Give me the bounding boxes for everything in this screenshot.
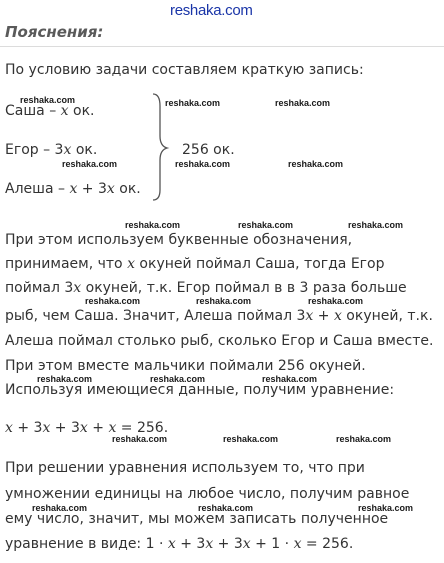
watermark: reshaka.com — [32, 503, 88, 513]
watermark: reshaka.com — [85, 296, 141, 306]
watermark: reshaka.com — [275, 98, 331, 108]
watermark: reshaka.com — [165, 98, 221, 108]
intro-text: По условию задачи составляем краткую запись: — [5, 62, 364, 78]
watermark: reshaka.com — [112, 434, 168, 444]
watermark: reshaka.com — [196, 296, 252, 306]
site-logo-text: reshaka.com — [170, 2, 253, 19]
record-total: 256 ок. — [182, 142, 235, 158]
text-line-9: При решении уравнения используем то, что при — [5, 460, 365, 476]
watermark: reshaka.com — [198, 503, 254, 513]
text-line-4: рыб, чем Саша. Значит, Алеша поймал 3x + x окуней, т.к. — [5, 308, 433, 324]
watermark: reshaka.com — [308, 296, 364, 306]
text-line-5: Алеша поймал столько рыб, сколько Егор и Саша вместе. — [5, 333, 434, 349]
section-heading: Пояснения: — [5, 23, 104, 41]
text-line-7: Используя имеющиеся данные, получим уравнение: — [5, 382, 395, 398]
watermark: reshaka.com — [125, 220, 181, 230]
record-sasha: Саша – x ок. — [5, 103, 95, 119]
text-line-1: При этом используем буквенные обозначения, — [5, 232, 353, 248]
watermark: reshaka.com — [37, 374, 93, 384]
watermark: reshaka.com — [223, 434, 279, 444]
watermark: reshaka.com — [336, 434, 392, 444]
watermark: reshaka.com — [262, 374, 318, 384]
record-alesha: Алеша – x + 3x ок. — [5, 181, 141, 197]
curly-brace-icon — [151, 92, 173, 202]
equation-2: уравнение в виде: 1 · x + 3x + 3x + 1 · x = 256. — [5, 536, 354, 552]
text-line-3: поймал 3x окуней, т.к. Егор поймал в в 3 раза больше — [5, 280, 407, 296]
watermark: reshaka.com — [175, 159, 231, 169]
watermark: reshaka.com — [62, 159, 118, 169]
divider — [0, 46, 444, 47]
text-line-2: принимаем, что x окуней поймал Саша, тогда Егор — [5, 256, 385, 272]
text-line-10: умножении единицы на любое число, получим равное — [5, 486, 410, 502]
record-egor: Егор – 3x ок. — [5, 142, 98, 158]
watermark: reshaka.com — [150, 374, 206, 384]
text-line-11: ему число, значит, мы можем записать полученное — [5, 511, 389, 527]
watermark: reshaka.com — [238, 220, 294, 230]
watermark: reshaka.com — [348, 220, 404, 230]
watermark: reshaka.com — [20, 95, 76, 105]
watermark: reshaka.com — [358, 503, 414, 513]
watermark: reshaka.com — [288, 159, 344, 169]
equation-1: x + 3x + 3x + x = 256. — [5, 420, 169, 436]
text-line-6: При этом вместе мальчики поймали 256 окуней. — [5, 358, 366, 374]
